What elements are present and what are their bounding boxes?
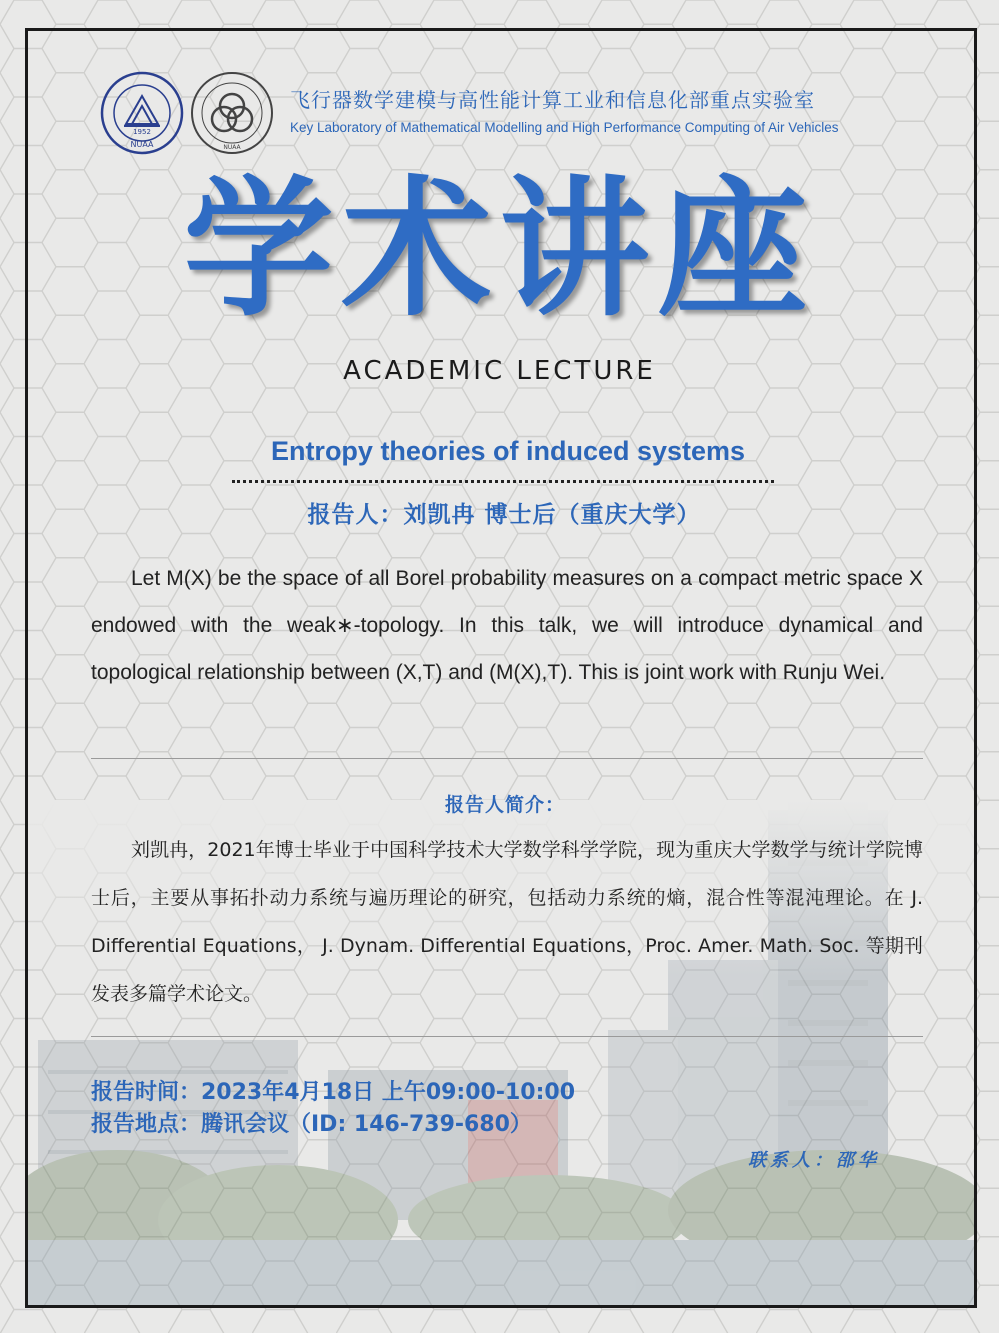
logo-left-year: 1952 — [133, 128, 151, 136]
bio-heading: 报告人简介： — [444, 794, 565, 816]
section-divider-2 — [91, 1036, 923, 1037]
contact-person: 联系人：邵华 — [748, 1150, 880, 1171]
bio-paragraph: 刘凯冉，2021年博士毕业于中国科学技术大学数学科学学院，现为重庆大学数学与统计学院博士后，主要从事拓扑动力系统与遍历理论的研究，包括动力系统的熵，混合性等混沌理论。在 J. Differential Equations， J. Dynam. Differential Equations，Proc. Amer. Math. Soc. 等期刊发表多篇学术论文。 — [91, 839, 923, 1005]
subtitle: ACADEMIC LECTURE — [343, 356, 656, 386]
speaker-line: 报告人：刘凯冉 博士后（重庆大学） — [307, 502, 701, 528]
lab-name-english: Key Laboratory of Mathematical Modelling and High Performance Computing of Air Vehicles — [290, 120, 839, 135]
dotted-divider — [232, 480, 774, 483]
main-title: 学术讲座 — [183, 163, 816, 337]
lecture-place: 报告地点：腾讯会议（ID: 146-739-680） — [91, 1112, 532, 1137]
logo-right-text: NUAA — [223, 144, 241, 151]
logo-left-text: NUAA — [130, 140, 154, 149]
section-divider-1 — [91, 758, 923, 759]
abstract-paragraph: Let M(X) be the space of all Borel probability measures on a compact metric space X endowed with the weak∗-topology. In this talk, we will introduce dynamical and topological relationship between (X,T) and (M(X),T). This is joint work with Runju Wei. — [91, 567, 923, 684]
lab-emblem-icon — [192, 73, 272, 153]
lab-name-chinese: 飞行器数学建模与高性能计算工业和信息化部重点实验室 — [290, 88, 815, 112]
lecture-time: 报告时间：2023年4月18日 上午09:00-10:00 — [91, 1080, 576, 1105]
university-logos — [100, 70, 276, 156]
talk-title: Entropy theories of induced systems — [270, 436, 746, 466]
